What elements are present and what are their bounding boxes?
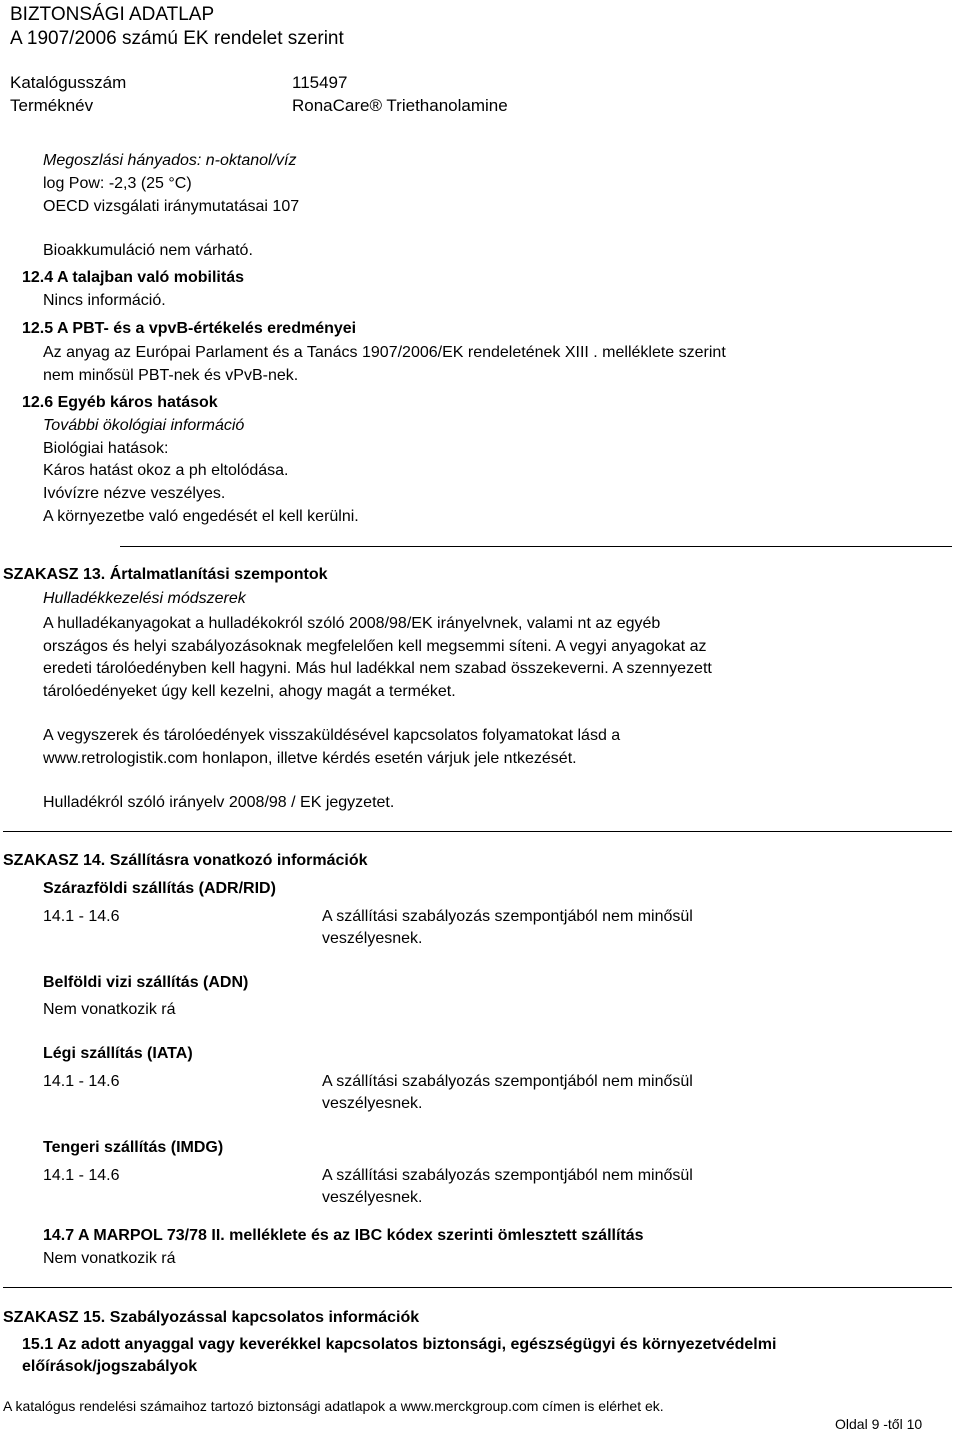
section-12-4-title: 12.4 A talajban való mobilitás xyxy=(22,269,244,286)
section-12-5-line1: Az anyag az Európai Parlament és a Tanács 1907/2006/EK rendeletének XIII . melléklete szerint xyxy=(43,344,726,361)
section-15-1-line2: előírások/jogszabályok xyxy=(22,1358,198,1375)
section-15-divider xyxy=(3,1287,952,1288)
section-13-p2-line1: A vegyszerek és tárolóedények visszaküldésével kapcsolatos folyamatokat lásd a xyxy=(43,727,621,744)
section-12-6-subtitle: További ökológiai információ xyxy=(43,417,245,434)
imdg-code: 14.1 - 14.6 xyxy=(43,1167,120,1184)
bioaccumulation-text: Bioakkumuláció nem várható. xyxy=(43,242,253,259)
document-title: BIZTONSÁGI ADATLAP xyxy=(10,4,215,25)
catalog-label: Katalógusszám xyxy=(10,73,127,92)
adr-code: 14.1 - 14.6 xyxy=(43,908,120,925)
partition-heading: Megoszlási hányados: n-oktanol/víz xyxy=(43,152,297,169)
section-15-1-line1: 15.1 Az adott anyaggal vagy keverékkel kapcsolatos biztonsági, egészségügyi és környezetvédelmi xyxy=(22,1336,777,1353)
adn-text: Nem vonatkozik rá xyxy=(43,1001,176,1018)
section-13-p1-line2: országos és helyi szabályozásoknak megfelelően kell megsemmi síteni. A vegyi anyagokat az xyxy=(43,638,707,655)
partition-method: OECD vizsgálati iránymutatásai 107 xyxy=(43,198,300,215)
section-13-p1-line3: eredeti tárolóedényben kell hagyni. Más hul ladékkal nem szabad összekeverni. A szennyezett xyxy=(43,660,712,677)
section-12-6-line3: Ivóvízre nézve veszélyes. xyxy=(43,485,226,502)
footer-note: A katalógus rendelési számaihoz tartozó biztonsági adatlapok a www.merckgroup.com címen is elérhet ek. xyxy=(3,1398,664,1414)
marpol-text: Nem vonatkozik rá xyxy=(43,1250,176,1267)
iata-title: Légi szállítás (IATA) xyxy=(43,1045,193,1062)
section-15-title: SZAKASZ 15. Szabályozással kapcsolatos információk xyxy=(3,1309,420,1326)
section-13-p1-line4: tárolóedényeket úgy kell kezelni, ahogy magát a terméket. xyxy=(43,683,456,700)
adr-text-line1: A szállítási szabályozás szempontjából nem minősül xyxy=(322,908,693,925)
marpol-title: 14.7 A MARPOL 73/78 II. melléklete és az IBC kódex szerinti ömlesztett szállítás xyxy=(43,1227,644,1244)
page-number: Oldal 9 -től 10 xyxy=(835,1416,923,1432)
section-14-title: SZAKASZ 14. Szállításra vonatkozó információk xyxy=(3,852,368,869)
section-14-divider xyxy=(3,831,952,832)
section-13-p3: Hulladékról szóló irányelv 2008/98 / EK jegyzetet. xyxy=(43,794,395,811)
imdg-text-line2: veszélyesnek. xyxy=(322,1189,423,1206)
section-12-6-title: 12.6 Egyéb káros hatások xyxy=(22,394,218,411)
imdg-text-line1: A szállítási szabályozás szempontjából nem minősül xyxy=(322,1167,693,1184)
section-13-p2-line2: www.retrologistik.com honlapon, illetve kérdés esetén várjuk jele ntkezését. xyxy=(43,750,577,767)
section-13-title: SZAKASZ 13. Ártalmatlanítási szempontok xyxy=(3,566,328,583)
section-13-divider xyxy=(120,546,952,547)
adr-title: Szárazföldi szállítás (ADR/RID) xyxy=(43,880,276,897)
section-13-subtitle: Hulladékkezelési módszerek xyxy=(43,590,246,607)
section-12-6-line4: A környezetbe való engedését el kell kerülni. xyxy=(43,508,359,525)
regulation-line: A 1907/2006 számú EK rendelet szerint xyxy=(10,28,344,49)
iata-code: 14.1 - 14.6 xyxy=(43,1073,120,1090)
partition-value: log Pow: -2,3 (25 °C) xyxy=(43,175,192,192)
section-12-4-text: Nincs információ. xyxy=(43,292,166,309)
product-label: Terméknév xyxy=(10,96,94,115)
product-value: RonaCare® Triethanolamine xyxy=(292,96,508,115)
section-12-5-title: 12.5 A PBT- és a vpvB-értékelés eredményei xyxy=(22,320,357,337)
adr-text-line2: veszélyesnek. xyxy=(322,930,423,947)
iata-text-line1: A szállítási szabályozás szempontjából nem minősül xyxy=(322,1073,693,1090)
section-12-6-line1: Biológiai hatások: xyxy=(43,440,169,457)
section-12-5-line2: nem minősül PBT-nek és vPvB-nek. xyxy=(43,367,299,384)
imdg-title: Tengeri szállítás (IMDG) xyxy=(43,1139,224,1156)
adn-title: Belföldi vizi szállítás (ADN) xyxy=(43,974,249,991)
catalog-value: 115497 xyxy=(292,73,348,92)
section-13-p1-line1: A hulladékanyagokat a hulladékokról szóló 2008/98/EK irányelvnek, valami nt az egyéb xyxy=(43,615,661,632)
iata-text-line2: veszélyesnek. xyxy=(322,1095,423,1112)
section-12-6-line2: Káros hatást okoz a ph eltolódása. xyxy=(43,462,289,479)
